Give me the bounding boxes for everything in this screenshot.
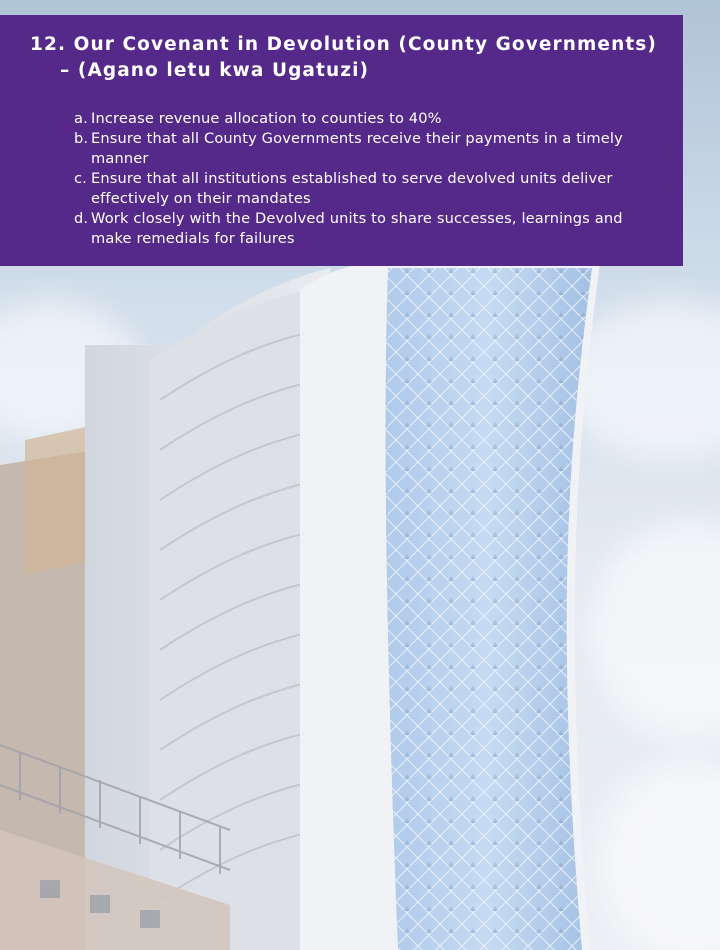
- list-item: [74, 209, 661, 249]
- list-item-text: Work closely with the Devolved units to share successes, learnings and make remedials for failures: [91, 210, 623, 247]
- list-marker: d.: [74, 210, 89, 227]
- list-item-text: Ensure that all County Governments receive their payments in a timely manner: [91, 130, 623, 167]
- list-item: [74, 169, 661, 209]
- list-item-text: Increase revenue allocation to counties to 40%: [91, 110, 442, 127]
- covenant-panel: [0, 15, 683, 266]
- list-marker: a.: [74, 110, 88, 127]
- covenant-list: [30, 109, 661, 249]
- list-item: [74, 129, 661, 169]
- list-item: [74, 109, 661, 129]
- heading-line-1: 12. Our Covenant in Devolution (County Governments): [30, 34, 657, 55]
- list-marker: b.: [74, 130, 89, 147]
- list-marker: c.: [74, 170, 87, 187]
- list-item-text: Ensure that all institutions established to serve devolved units deliver effectively on their mandates: [91, 170, 613, 207]
- heading-line-2: – (Agano letu kwa Ugatuzi): [60, 60, 370, 81]
- section-heading: [30, 32, 661, 84]
